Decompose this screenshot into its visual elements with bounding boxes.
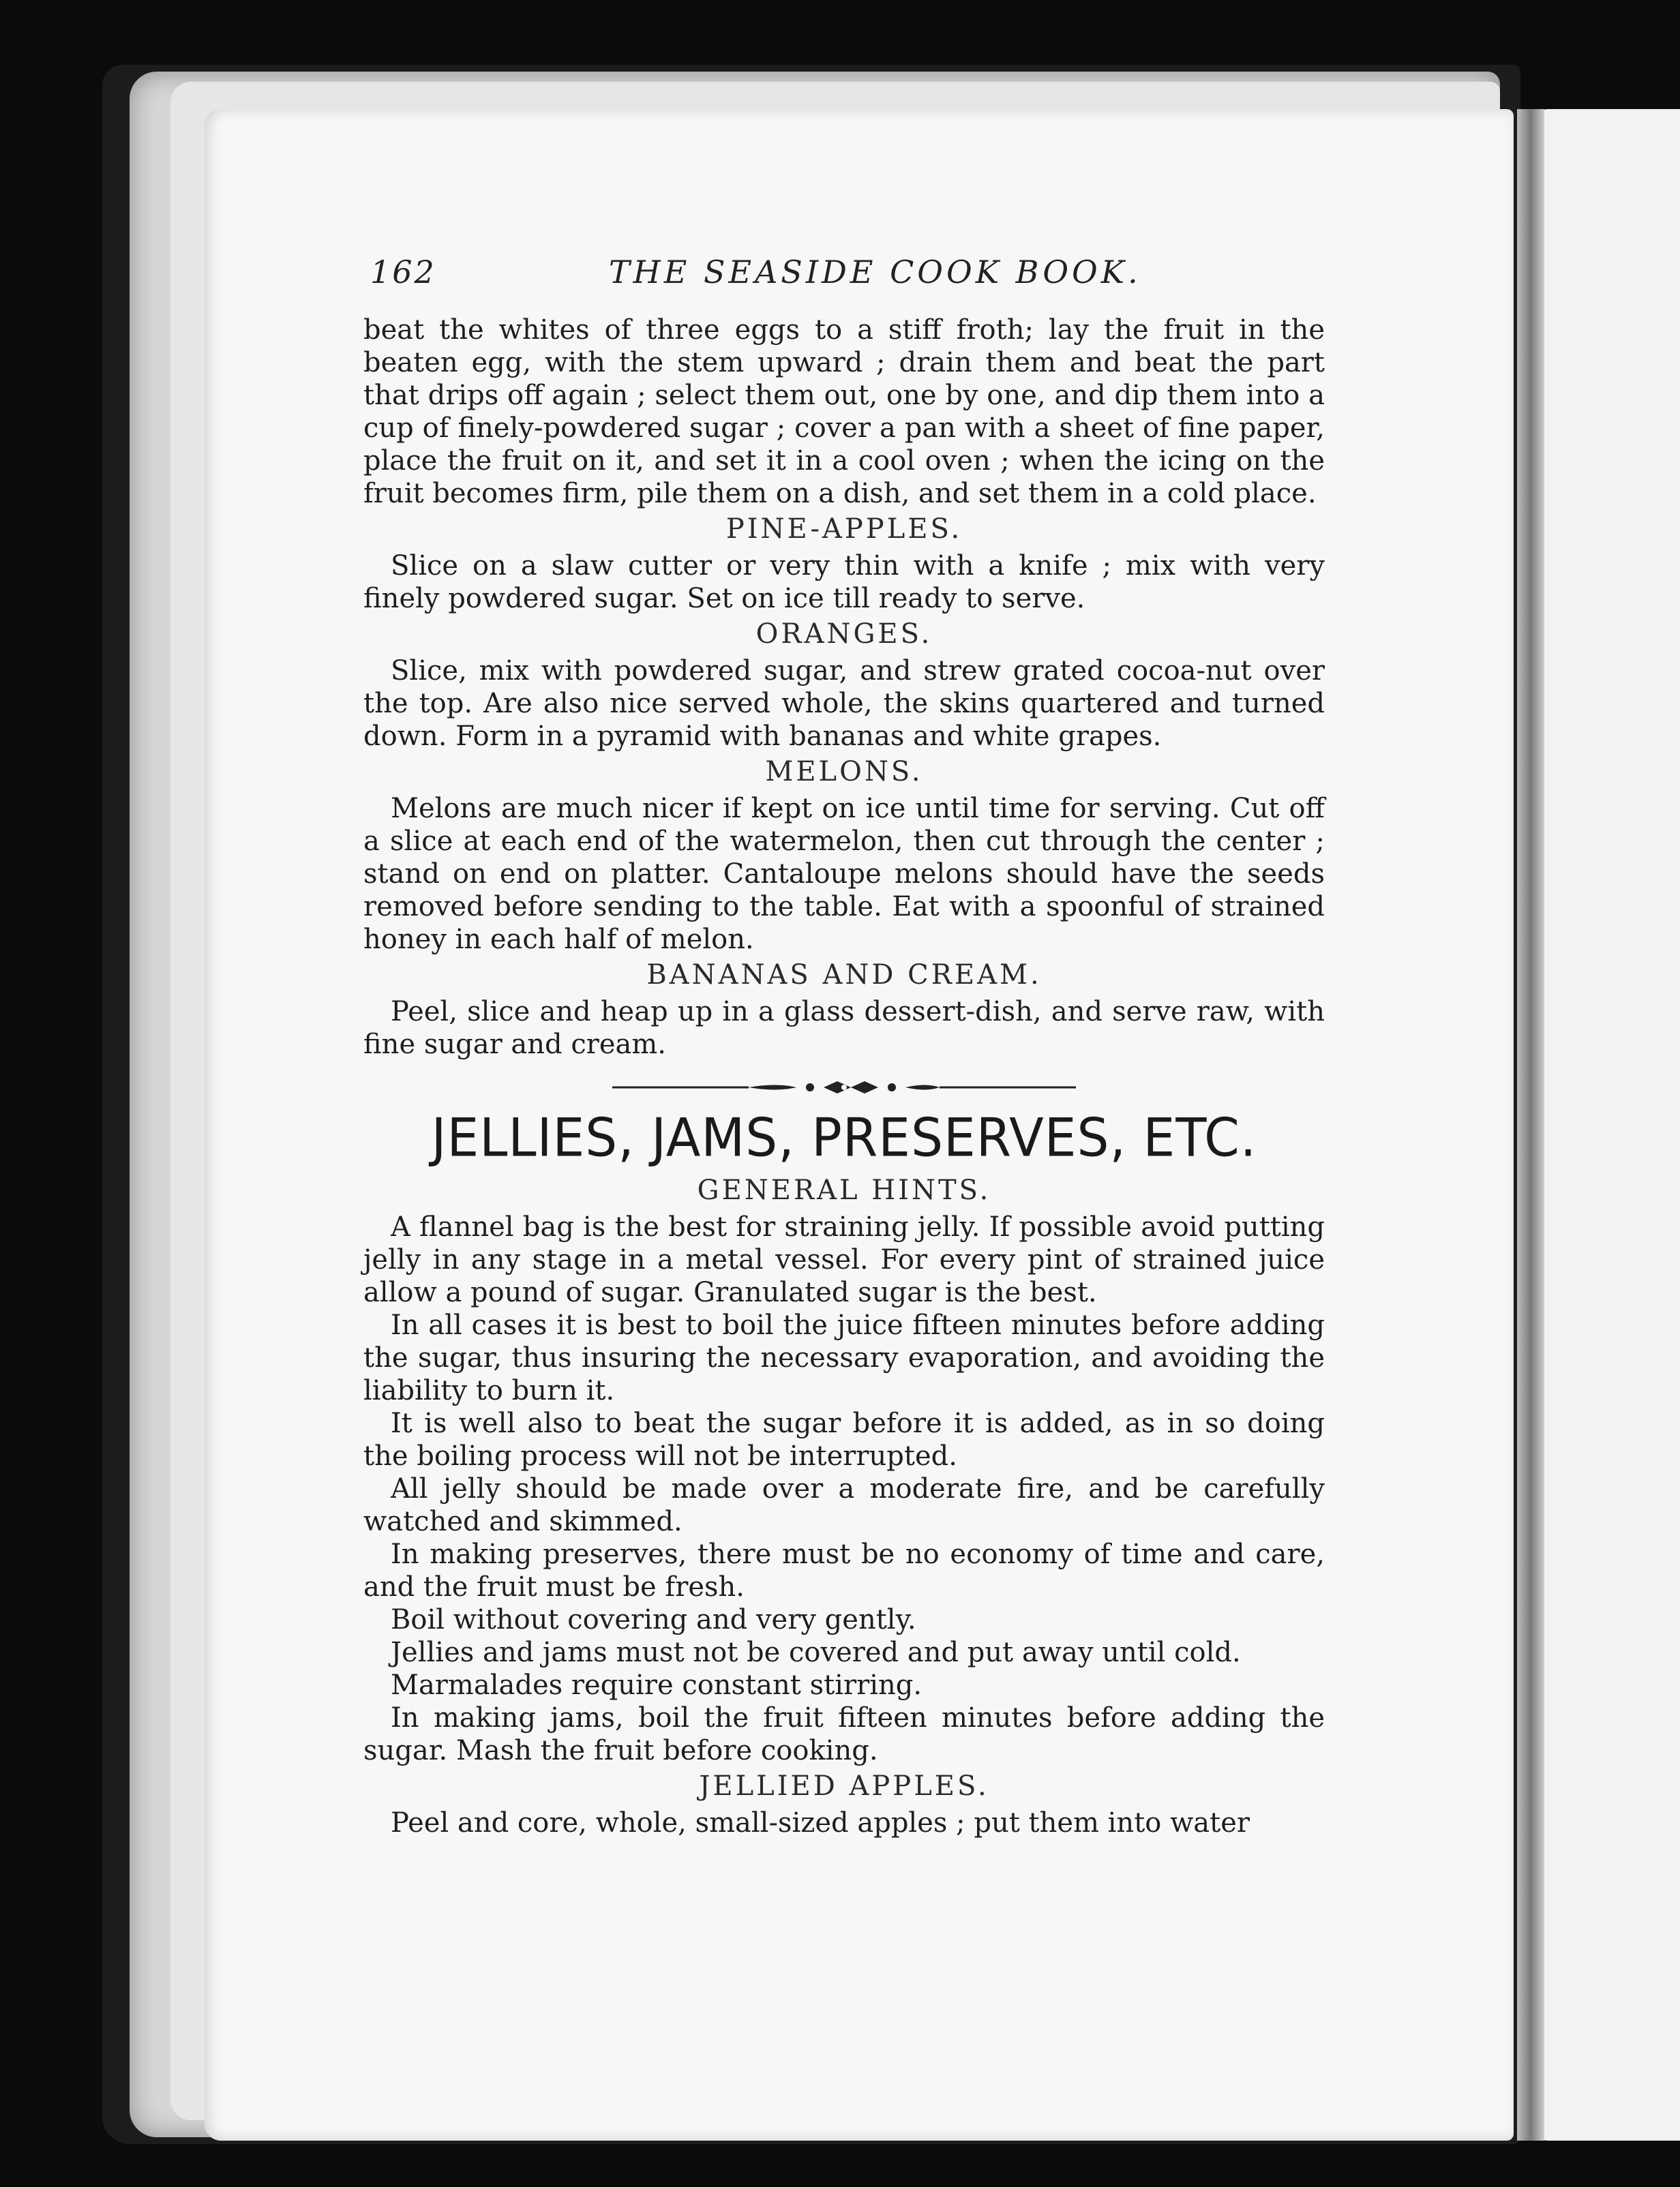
book-title: THE SEASIDE COOK BOOK. bbox=[609, 254, 1141, 290]
intro-paragraph: beat the whites of three eggs to a stiff froth; lay the fruit in the beaten egg, with the stem upward ; drain them and beat the part that drips off again ; select them out, one by one, and dip them into a cup of finely-powdered sugar ; cover a pan with a sheet of fine paper, place the fruit on it, and set it in a cool oven ; when the icing on the fruit becomes firm, pile them on a dish, and set them in a cold place. bbox=[363, 314, 1325, 509]
heading-pineapples: PINE-APPLES. bbox=[725, 513, 963, 545]
hint-paragraph: A flannel bag is the best for straining jelly. If possible avoid putting jelly in any stage in a metal vessel. For every pint of strained juice allow a pound of sugar. Granulated sugar is the best. bbox=[363, 1211, 1325, 1308]
page-number: 162 bbox=[370, 254, 436, 290]
running-head bbox=[370, 254, 1325, 301]
oranges-paragraph: Slice, mix with powdered sugar, and strew grated cocoa-nut over the top. Are also nice served whole, the skins quartered and turned down. Form in a pyramid with bananas and white grapes. bbox=[363, 655, 1325, 752]
hint-paragraph: Marmalades require constant stirring. bbox=[391, 1670, 922, 1701]
hint-paragraph: It is well also to beat the sugar before it is added, as in so doing the boiling process will not be interrupted. bbox=[363, 1408, 1325, 1472]
heading-melons: MELONS. bbox=[765, 756, 923, 787]
hint-paragraph: Jellies and jams must not be covered and put away until cold. bbox=[391, 1637, 1241, 1668]
hint-paragraph: Boil without covering and very gently. bbox=[391, 1604, 916, 1635]
heading-bananas: BANANAS AND CREAM. bbox=[646, 959, 1042, 991]
heading-oranges: ORANGES. bbox=[755, 618, 933, 650]
heading-jellied-apples: JELLIED APPLES. bbox=[699, 1770, 989, 1802]
heading-general-hints: GENERAL HINTS. bbox=[697, 1175, 991, 1206]
jellied-apples-paragraph: Peel and core, whole, small-sized apples ; put them into water bbox=[391, 1807, 1250, 1839]
hint-paragraph: All jelly should be made over a moderate fire, and be carefully watched and skimmed. bbox=[363, 1473, 1325, 1537]
hint-paragraph: In making jams, boil the fruit fifteen minutes before adding the sugar. Mash the fruit before cooking. bbox=[363, 1702, 1325, 1766]
page-content bbox=[363, 314, 1325, 1839]
hint-paragraph: In all cases it is best to boil the juice fifteen minutes before adding the sugar, thus insuring the necessary evaporation, and avoiding the liability to burn it. bbox=[363, 1310, 1325, 1406]
pineapples-paragraph: Slice on a slaw cutter or very thin with a knife ; mix with very finely powdered sugar. Set on ice till ready to serve. bbox=[363, 550, 1325, 614]
chapter-title: JELLIES, JAMS, PRESERVES, ETC. bbox=[431, 1106, 1257, 1169]
bananas-paragraph: Peel, slice and heap up in a glass dessert-dish, and serve raw, with fine sugar and cream. bbox=[363, 996, 1325, 1060]
facing-page bbox=[1534, 109, 1680, 2141]
divider-ornament-icon bbox=[612, 1077, 1076, 1098]
melons-paragraph: Melons are much nicer if kept on ice until time for serving. Cut off a slice at each end of the watermelon, then cut through the center ; stand on end on platter. Cantaloupe melons should have the seeds removed before sending to the table. Eat with a spoonful of strained honey in each half of melon. bbox=[363, 793, 1325, 955]
ornamental-divider bbox=[363, 1077, 1325, 1098]
hint-paragraph: In making preserves, there must be no economy of time and care, and the fruit must be fresh. bbox=[363, 1539, 1325, 1603]
book-gutter bbox=[1517, 109, 1544, 2141]
